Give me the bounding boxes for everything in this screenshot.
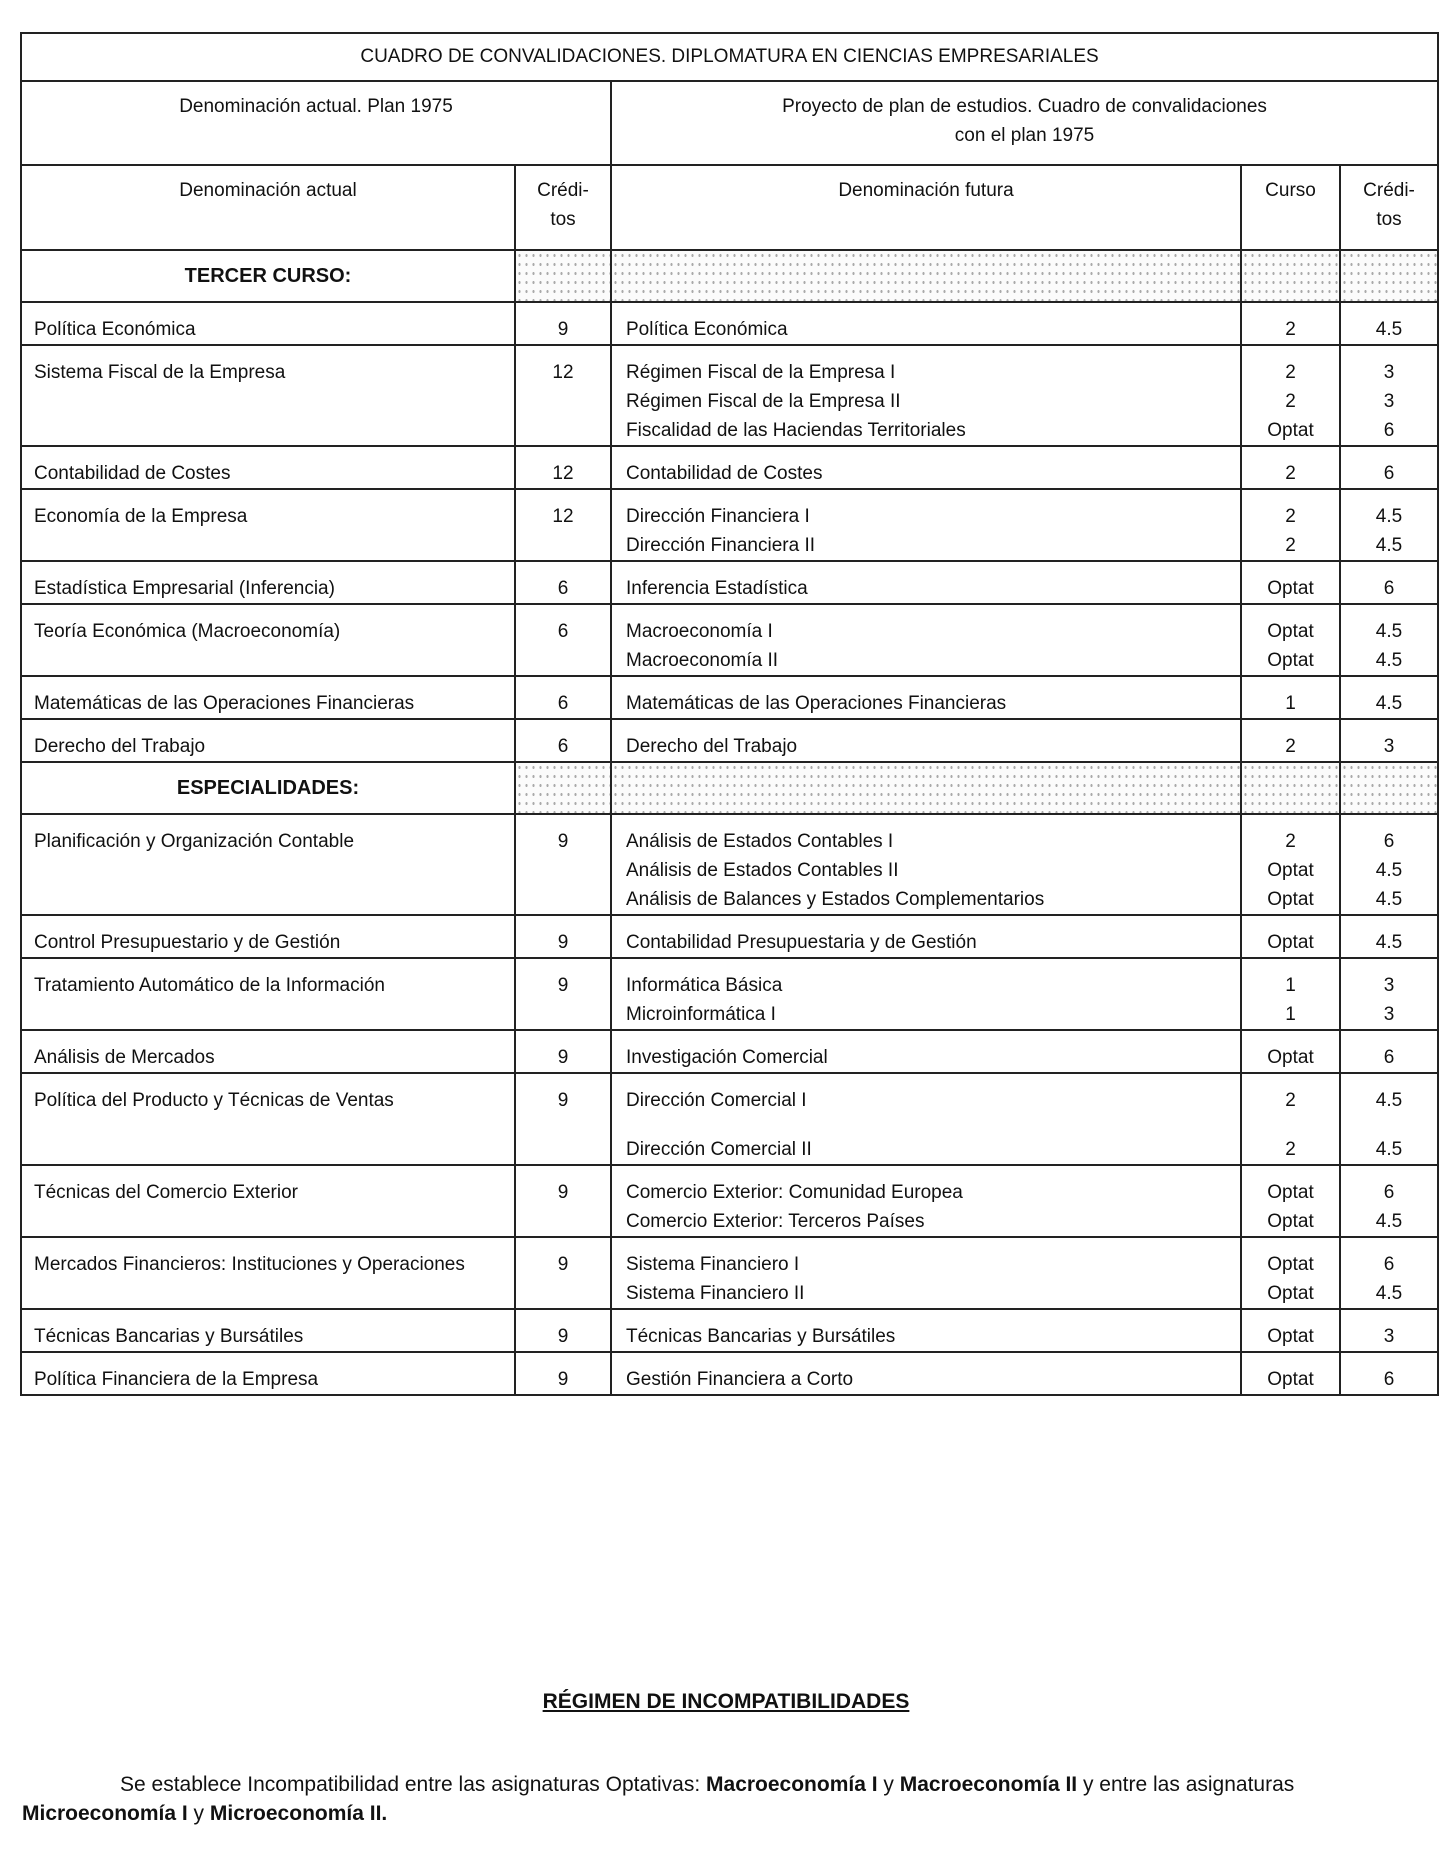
future-credits-cell <box>1340 1073 1438 1165</box>
future-subject-name: Régimen Fiscal de la Empresa II <box>626 391 901 412</box>
future-subject-credits: 4.5 <box>1375 932 1403 953</box>
column-header-future-name <box>611 165 1241 250</box>
future-course-cell <box>1241 489 1340 561</box>
future-subject-credits: 3 <box>1383 975 1395 996</box>
future-subjects-cell <box>611 958 1241 1030</box>
current-subject-name: Contabilidad de Costes <box>21 446 515 489</box>
future-subject-name: Régimen Fiscal de la Empresa I <box>626 362 896 383</box>
future-subject-course: Optat <box>1267 650 1314 671</box>
future-subject-course: Optat <box>1267 1369 1314 1390</box>
table-title: CUADRO DE CONVALIDACIONES. DIPLOMATURA EN CIENCIAS EMPRESARIALES <box>21 33 1438 81</box>
table-row <box>21 1352 1438 1395</box>
future-course-cell <box>1241 1309 1340 1352</box>
future-subjects-cell <box>611 1309 1241 1352</box>
group-header-current <box>21 81 611 165</box>
future-subject-course: Optat <box>1267 860 1314 881</box>
current-subject-name: Economía de la Empresa <box>21 489 515 561</box>
future-subject-credits: 6 <box>1383 831 1395 852</box>
section-filler-cell <box>1241 250 1340 302</box>
future-subject-course: 2 <box>1285 535 1296 556</box>
future-subject-credits: 6 <box>1383 1182 1395 1203</box>
future-subject-credits: 4.5 <box>1375 1139 1403 1160</box>
future-subject-name: Política Económica <box>626 319 788 340</box>
table-row <box>21 1073 1438 1165</box>
future-subject-course: 2 <box>1285 391 1296 412</box>
future-subject-course: 2 <box>1285 831 1296 852</box>
future-credits-cell <box>1340 446 1438 489</box>
future-credits-cell <box>1340 561 1438 604</box>
future-subject-name: Sistema Financiero I <box>626 1254 800 1275</box>
incompat-subject-1: Macroeconomía I <box>706 1773 878 1796</box>
table-row <box>21 1165 1438 1237</box>
future-subject-course: Optat <box>1267 420 1314 441</box>
future-subject-name: Dirección Financiera I <box>626 506 810 527</box>
future-subject-credits: 4.5 <box>1375 650 1403 671</box>
future-subject-credits: 4.5 <box>1375 535 1403 556</box>
future-subject-credits: 4.5 <box>1375 319 1403 340</box>
current-subject-name: Planificación y Organización Contable <box>21 814 515 915</box>
future-credits-cell <box>1340 302 1438 345</box>
future-subject-name: Dirección Comercial I <box>626 1090 807 1111</box>
current-subject-credits: 9 <box>515 1352 611 1395</box>
future-subject-credits: 3 <box>1383 362 1395 383</box>
future-course-cell <box>1241 345 1340 446</box>
table-row <box>21 1237 1438 1309</box>
current-subject-name: Análisis de Mercados <box>21 1030 515 1073</box>
current-subject-name: Política Económica <box>21 302 515 345</box>
future-subjects-cell <box>611 604 1241 676</box>
future-subjects-cell <box>611 814 1241 915</box>
future-subject-credits: 4.5 <box>1375 693 1403 714</box>
table-row <box>21 814 1438 915</box>
future-subject-credits: 4.5 <box>1375 1211 1403 1232</box>
future-subjects-cell <box>611 1073 1241 1165</box>
group-header-project-line1: Proyecto de plan de estudios. Cuadro de convalidaciones <box>782 96 1267 117</box>
column-header-course-label: Curso <box>1265 180 1316 201</box>
future-course-cell <box>1241 719 1340 762</box>
future-subject-name: Análisis de Estados Contables I <box>626 831 894 852</box>
incompat-text-4: y <box>187 1802 210 1825</box>
incompat-subject-2: Macroeconomía II <box>899 1773 1078 1796</box>
future-subject-course: Optat <box>1267 889 1314 910</box>
table-row <box>21 676 1438 719</box>
column-header-current-credits <box>515 165 611 250</box>
future-subject-course: Optat <box>1267 1211 1314 1232</box>
table-row <box>21 719 1438 762</box>
future-course-cell <box>1241 1165 1340 1237</box>
future-course-cell <box>1241 915 1340 958</box>
current-subject-credits: 9 <box>515 302 611 345</box>
column-header-future-name-label: Denominación futura <box>838 180 1014 201</box>
section-filler-cell <box>1340 250 1438 302</box>
current-subject-credits: 9 <box>515 1073 611 1165</box>
future-course-cell <box>1241 302 1340 345</box>
future-subject-course: 2 <box>1285 362 1296 383</box>
section-filler-cell <box>1241 762 1340 814</box>
future-subjects-cell <box>611 1030 1241 1073</box>
future-credits-cell <box>1340 1237 1438 1309</box>
future-subjects-cell <box>611 1165 1241 1237</box>
future-subject-course: 1 <box>1285 975 1296 996</box>
current-subject-credits: 9 <box>515 1237 611 1309</box>
section-row <box>21 250 1438 302</box>
future-subject-course: Optat <box>1267 1283 1314 1304</box>
future-credits-cell <box>1340 676 1438 719</box>
future-subject-credits: 3 <box>1383 391 1395 412</box>
table-row <box>21 604 1438 676</box>
future-subject-course: 1 <box>1285 693 1296 714</box>
section-label: TERCER CURSO: <box>21 250 515 302</box>
future-subject-name: Informática Básica <box>626 975 783 996</box>
future-subject-credits: 6 <box>1383 420 1395 441</box>
incompat-text-2: y <box>877 1773 900 1796</box>
future-subjects-cell <box>611 561 1241 604</box>
future-subject-credits: 3 <box>1383 1326 1395 1347</box>
current-subject-credits: 9 <box>515 1030 611 1073</box>
future-credits-header-line1: Crédi- <box>1363 180 1415 201</box>
future-subject-credits: 6 <box>1383 463 1395 484</box>
future-subject-credits: 3 <box>1383 736 1395 757</box>
future-subject-course: Optat <box>1267 1254 1314 1275</box>
future-subject-credits: 6 <box>1383 1047 1395 1068</box>
current-subject-credits: 9 <box>515 915 611 958</box>
future-course-cell <box>1241 446 1340 489</box>
future-subject-name: Derecho del Trabajo <box>626 736 798 757</box>
section-filler-cell <box>611 762 1241 814</box>
future-subject-name: Análisis de Estados Contables II <box>626 860 899 881</box>
future-subject-credits: 4.5 <box>1375 889 1403 910</box>
table-row <box>21 915 1438 958</box>
current-subject-name: Tratamiento Automático de la Información <box>21 958 515 1030</box>
future-subject-credits: 4.5 <box>1375 621 1403 642</box>
future-subject-name: Análisis de Balances y Estados Complementarios <box>626 889 1045 910</box>
column-header-current-name-label: Denominación actual <box>179 180 357 201</box>
future-subjects-cell <box>611 489 1241 561</box>
column-header-course <box>1241 165 1340 250</box>
future-subject-name: Dirección Financiera II <box>626 535 816 556</box>
incompatibility-heading: RÉGIMEN DE INCOMPATIBILIDADES <box>542 1690 910 1713</box>
future-subject-credits: 4.5 <box>1375 506 1403 527</box>
future-subject-name: Matemáticas de las Operaciones Financieras <box>626 693 1007 714</box>
future-subject-name: Técnicas Bancarias y Bursátiles <box>626 1326 896 1347</box>
future-course-cell <box>1241 676 1340 719</box>
future-credits-cell <box>1340 1165 1438 1237</box>
future-credits-cell <box>1340 719 1438 762</box>
future-course-cell <box>1241 1237 1340 1309</box>
future-subject-course: 2 <box>1285 736 1296 757</box>
table-row <box>21 345 1438 446</box>
future-subject-name: Inferencia Estadística <box>626 578 808 599</box>
credits-header-line1: Crédi- <box>537 180 589 201</box>
future-subject-credits: 6 <box>1383 1254 1395 1275</box>
future-credits-cell <box>1340 604 1438 676</box>
future-subject-name: Contabilidad Presupuestaria y de Gestión <box>626 932 977 953</box>
incompat-text-3: y entre las asignaturas <box>1077 1773 1295 1796</box>
current-subject-credits: 12 <box>515 489 611 561</box>
future-credits-cell <box>1340 1352 1438 1395</box>
current-subject-credits: 12 <box>515 446 611 489</box>
future-subject-credits: 4.5 <box>1375 860 1403 881</box>
group-header-project-line2: con el plan 1975 <box>954 125 1095 146</box>
future-subject-course: 2 <box>1285 1139 1296 1160</box>
current-subject-name: Estadística Empresarial (Inferencia) <box>21 561 515 604</box>
current-subject-credits: 9 <box>515 958 611 1030</box>
future-subjects-cell <box>611 719 1241 762</box>
group-header-project <box>611 81 1438 165</box>
current-subject-name: Técnicas del Comercio Exterior <box>21 1165 515 1237</box>
future-subject-name: Contabilidad de Costes <box>626 463 823 484</box>
future-subject-course: 2 <box>1285 463 1296 484</box>
future-subject-course: Optat <box>1267 621 1314 642</box>
convalidation-table <box>20 32 1439 1396</box>
future-course-cell <box>1241 604 1340 676</box>
current-subject-name: Mercados Financieros: Instituciones y Operaciones <box>21 1237 515 1309</box>
section-filler-cell <box>611 250 1241 302</box>
current-subject-name: Control Presupuestario y de Gestión <box>21 915 515 958</box>
section-label: ESPECIALIDADES: <box>21 762 515 814</box>
table-row <box>21 561 1438 604</box>
future-subject-credits: 6 <box>1383 1369 1395 1390</box>
table-row <box>21 1030 1438 1073</box>
incompat-subject-3: Microeconomía I <box>22 1802 188 1825</box>
current-subject-credits: 9 <box>515 814 611 915</box>
future-subject-name: Fiscalidad de las Haciendas Territoriales <box>626 420 966 441</box>
current-subject-name: Política Financiera de la Empresa <box>21 1352 515 1395</box>
credits-header-line2: tos <box>550 209 576 230</box>
column-header-future-credits <box>1340 165 1438 250</box>
future-subject-course: Optat <box>1267 1182 1314 1203</box>
future-subject-name: Macroeconomía I <box>626 621 773 642</box>
future-subject-credits: 4.5 <box>1375 1090 1403 1111</box>
future-credits-cell <box>1340 1309 1438 1352</box>
future-subjects-cell <box>611 676 1241 719</box>
current-subject-name: Matemáticas de las Operaciones Financieras <box>21 676 515 719</box>
future-subject-course: 1 <box>1285 1004 1296 1025</box>
future-subject-course: Optat <box>1267 1326 1314 1347</box>
current-subject-name: Técnicas Bancarias y Bursátiles <box>21 1309 515 1352</box>
future-credits-header-line2: tos <box>1376 209 1402 230</box>
future-subjects-cell <box>611 345 1241 446</box>
future-subjects-cell <box>611 446 1241 489</box>
incompatibility-paragraph <box>22 1770 1422 1828</box>
future-subjects-cell <box>611 1352 1241 1395</box>
future-subject-name: Comercio Exterior: Terceros Países <box>626 1211 925 1232</box>
future-subject-credits: 6 <box>1383 578 1395 599</box>
future-subject-name: Dirección Comercial II <box>626 1139 812 1160</box>
future-subject-credits: 3 <box>1383 1004 1395 1025</box>
future-course-cell <box>1241 1352 1340 1395</box>
future-course-cell <box>1241 958 1340 1030</box>
future-subject-course: Optat <box>1267 578 1314 599</box>
future-course-cell <box>1241 1073 1340 1165</box>
table-row <box>21 489 1438 561</box>
future-credits-cell <box>1340 958 1438 1030</box>
section-filler-cell <box>515 762 611 814</box>
future-credits-cell <box>1340 915 1438 958</box>
future-subjects-cell <box>611 302 1241 345</box>
current-subject-credits: 9 <box>515 1309 611 1352</box>
future-subject-course: Optat <box>1267 1047 1314 1068</box>
table-row <box>21 446 1438 489</box>
current-subject-credits: 9 <box>515 1165 611 1237</box>
current-subject-credits: 6 <box>515 676 611 719</box>
future-subject-name: Gestión Financiera a Corto <box>626 1369 854 1390</box>
future-subject-name: Sistema Financiero II <box>626 1283 805 1304</box>
future-subjects-cell <box>611 915 1241 958</box>
future-subjects-cell <box>611 1237 1241 1309</box>
future-credits-cell <box>1340 814 1438 915</box>
future-subject-course: Optat <box>1267 932 1314 953</box>
current-subject-credits: 6 <box>515 719 611 762</box>
current-subject-credits: 6 <box>515 604 611 676</box>
future-credits-cell <box>1340 489 1438 561</box>
incompat-subject-4: Microeconomía II. <box>209 1802 388 1825</box>
current-subject-credits: 6 <box>515 561 611 604</box>
current-subject-credits: 12 <box>515 345 611 446</box>
future-course-cell <box>1241 814 1340 915</box>
future-credits-cell <box>1340 345 1438 446</box>
current-subject-name: Sistema Fiscal de la Empresa <box>21 345 515 446</box>
future-subject-credits: 4.5 <box>1375 1283 1403 1304</box>
future-subject-name: Comercio Exterior: Comunidad Europea <box>626 1182 963 1203</box>
table-row <box>21 958 1438 1030</box>
section-row <box>21 762 1438 814</box>
column-header-current-name <box>21 165 515 250</box>
table-row <box>21 1309 1438 1352</box>
current-subject-name: Teoría Económica (Macroeconomía) <box>21 604 515 676</box>
future-course-cell <box>1241 561 1340 604</box>
future-subject-course: 2 <box>1285 319 1296 340</box>
group-header-current-label: Denominación actual. Plan 1975 <box>179 96 453 117</box>
future-subject-course: 2 <box>1285 1090 1296 1111</box>
section-filler-cell <box>1340 762 1438 814</box>
current-subject-name: Derecho del Trabajo <box>21 719 515 762</box>
incompat-text-1: Se establece Incompatibilidad entre las asignaturas Optativas: <box>120 1773 707 1796</box>
future-course-cell <box>1241 1030 1340 1073</box>
future-subject-course: 2 <box>1285 506 1296 527</box>
future-subject-name: Macroeconomía II <box>626 650 779 671</box>
future-subject-name: Investigación Comercial <box>626 1047 828 1068</box>
current-subject-name: Política del Producto y Técnicas de Ventas <box>21 1073 515 1165</box>
table-row <box>21 302 1438 345</box>
future-subject-name: Microinformática I <box>626 1004 776 1025</box>
future-credits-cell <box>1340 1030 1438 1073</box>
section-filler-cell <box>515 250 611 302</box>
